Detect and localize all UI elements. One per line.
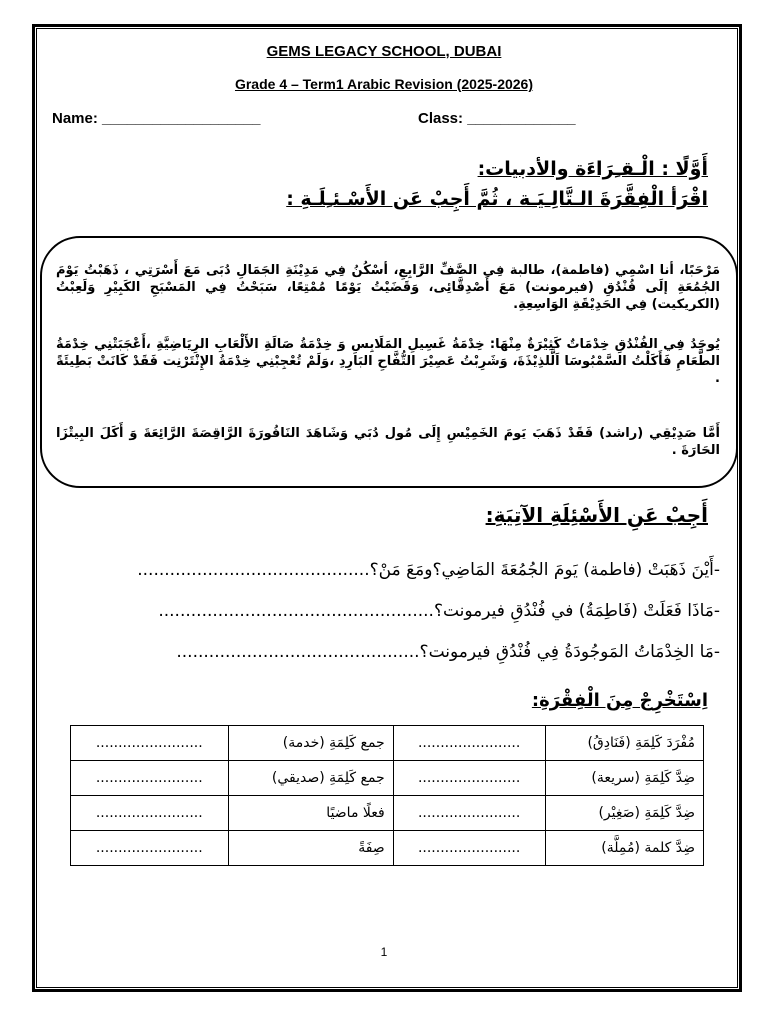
answer-blank: ....................... bbox=[393, 796, 545, 831]
answer-blank: ........................ bbox=[71, 796, 229, 831]
answer-blank: ........................ bbox=[71, 761, 229, 796]
table-row bbox=[71, 796, 704, 831]
extract-table bbox=[70, 725, 704, 866]
table-row bbox=[71, 726, 704, 761]
worksheet-subtitle: Grade 4 – Term1 Arabic Revision (2025-2026) bbox=[234, 76, 534, 92]
prompt-cell: ضِدَّ كَلِمَةِ (صَغِيْر) bbox=[545, 796, 703, 831]
question-3: -مَا الخِدْمَاتُ المَوجُودَةُ فِي فُنْدُقِ فيرمونت؟............................................. bbox=[176, 642, 720, 662]
prompt-cell: فعلًا ماضيًا bbox=[228, 796, 393, 831]
answer-blank: ....................... bbox=[393, 831, 545, 866]
passage-paragraph-1: مَرْحَبًا، أنا اسْمِي (فاطمة)، طالبة فِي الصَّفِّ الرَّابِعِ، أسْكُنُ فِي مَدِيْنَةِ الجَمَالِ دُبَى مَعَ أَسْرَتِي ، ذَهَبْتُ يَوْمَ الجُمُعَةِ إلَى فُنْدُقِ (فيرمونت) مَعَ أَصْدِقَّائِى، وَقَضَيْتُ يَوْمًا مُمْتِعًا، سَبَحْتُ فِي المَسْبَحِ الكَبِيْرِ وَلَعِبْتُ (الكريكيت) فِي الحَدِيْقَةِ الوَاسِعِةِ. bbox=[56, 263, 720, 312]
questions-title: أَجِبْ عَنِ الأَسْئِلَةِ الآتِيَةِ: bbox=[485, 503, 708, 527]
prompt-cell: مُفْرَدَ كَلِمَةِ (فَنَادِقُ) bbox=[545, 726, 703, 761]
answer-blank: ........................ bbox=[71, 726, 229, 761]
class-field-label: Class: _____________ bbox=[418, 110, 576, 127]
prompt-cell: جمع كَلِمَةِ (خدمة) bbox=[228, 726, 393, 761]
table-row bbox=[71, 761, 704, 796]
answer-blank: ....................... bbox=[393, 761, 545, 796]
extract-title: اِسْتَخْرِجْ مِنَ الْفِقْرَةِ: bbox=[531, 690, 708, 711]
answer-blank: ........................ bbox=[71, 831, 229, 866]
prompt-cell: ضِدَّ كلمة (مُمِلَّة) bbox=[545, 831, 703, 866]
page-number: 1 bbox=[380, 945, 388, 959]
name-field-label: Name: ___________________ bbox=[52, 110, 261, 127]
section-reading-title: أَوَّلًا : الْـقـِرَاءَة والأدبيات: bbox=[477, 158, 708, 180]
school-name: GEMS LEGACY SCHOOL, DUBAI bbox=[266, 43, 502, 60]
table-row bbox=[71, 831, 704, 866]
passage-paragraph-3: أَمَّا صَدِيْقِي (راشد) فَقَدْ ذَهَبَ يَومَ الخَمِيْسِ إِلَى مُول دُبَي وَشَاهَدَ النَافُورَةَ الرَّاقِصَةَ الرَّائِعَةَ وَ أَكَلَ البِيتْزَا الحَارَةَ . bbox=[56, 426, 720, 458]
question-2: -مَاذَا فَعَلَتْ (فَاطِمَةُ) في فُنْدُقِ فيرمونت؟................................................... bbox=[158, 601, 720, 621]
prompt-cell: جمع كَلِمَةِ (صديقي) bbox=[228, 761, 393, 796]
question-1: -أَيْنَ ذَهَبَتْ (فاطمة) يَومَ الجُمُعَةَ المَاضِي؟ومَعَ مَنْ؟........................................... bbox=[137, 560, 720, 580]
reading-instruction: اقْرَأ الْفِقَّرَةَ الـتَّالِـيَـة ، ثُمَّ أَجِبْ عَن الأَسْـئـِلَـةِ : bbox=[286, 188, 708, 210]
passage-paragraph-2: يُوجَدُ فِي الفُنْدُقِ خِدْمَاتٌ كَثِيْرَةٌ مِنْهَا: خِدْمَةُ غَسِيلِ المَلَابِسِ وَ خِدْمَةُ صَالَةِ الأَلْعَابِ الرِيَاضِيَّةِ ،أَعْجَبَتْنِي خِدْمَةُ الطَّعَامِ فَأَكَلْتُ السَّمْبُوسَا اَلَّلذِيْذَةَ، وَشَرِبْتُ عَصِيْرَ التُّفَّاحِ البَارِدِ ،وَلَمْ تُعْجِبْنِي خِدْمَةُ الإِنْتَرْنِت فَقَدْ كَانَتْ بَطِيئَةً . bbox=[56, 337, 720, 386]
prompt-cell: ضِدَّ كَلِمَةِ (سريعة) bbox=[545, 761, 703, 796]
answer-blank: ....................... bbox=[393, 726, 545, 761]
prompt-cell: صِفَةً bbox=[228, 831, 393, 866]
